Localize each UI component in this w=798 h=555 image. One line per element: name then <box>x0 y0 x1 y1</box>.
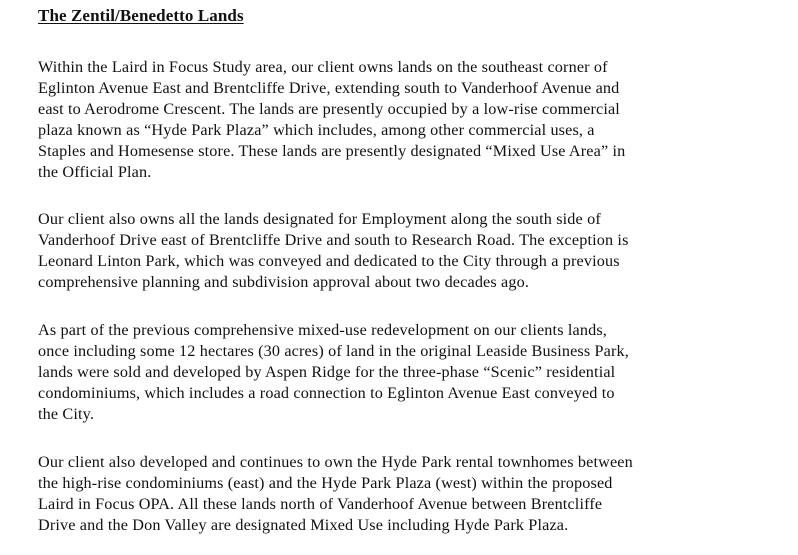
paragraph-line: once including some 12 hectares (30 acres) of land in the original Leaside Business Park, <box>38 342 629 360</box>
paragraph-line: Vanderhoof Drive east of Brentcliffe Drive and south to Research Road. The exception is <box>38 231 629 249</box>
paragraph-4 <box>38 452 778 536</box>
paragraph-line: Within the Laird in Focus Study area, our client owns lands on the southeast corner of <box>38 58 608 76</box>
paragraph-3 <box>38 320 778 425</box>
paragraph-line: Drive and the Don Valley are designated Mixed Use including Hyde Park Plaza. <box>38 516 569 534</box>
paragraph-line: the high-rise condominiums (east) and the Hyde Park Plaza (west) within the proposed <box>38 474 613 492</box>
paragraph-line: east to Aerodrome Crescent. The lands are presently occupied by a low-rise commercial <box>38 100 620 118</box>
paragraph-line: the City. <box>38 405 95 423</box>
paragraph-2 <box>38 209 778 293</box>
paragraph-line: Eglinton Avenue East and Brentcliffe Drive, extending south to Vanderhoof Avenue and <box>38 79 620 97</box>
paragraph-line: As part of the previous comprehensive mixed-use redevelopment on our clients lands, <box>38 321 607 339</box>
paragraph-line: comprehensive planning and subdivision approval about two decades ago. <box>38 273 530 291</box>
paragraph-line: Staples and Homesense store. These lands are presently designated “Mixed Use Area” in <box>38 142 626 160</box>
paragraph-1 <box>38 57 778 183</box>
paragraph-line: Leonard Linton Park, which was conveyed and dedicated to the City through a previous <box>38 252 620 270</box>
paragraph-line: condominiums, which includes a road connection to Eglinton Avenue East conveyed to <box>38 384 615 402</box>
section-title: The Zentil/Benedetto Lands <box>38 6 244 25</box>
paragraph-line: Our client also owns all the lands designated for Employment along the south side of <box>38 210 601 228</box>
paragraph-line: the Official Plan. <box>38 163 152 181</box>
paragraph-line: Laird in Focus OPA. All these lands north of Vanderhoof Avenue between Brentcliffe <box>38 495 603 513</box>
paragraph-line: Our client also developed and continues to own the Hyde Park rental townhomes between <box>38 453 633 471</box>
paragraph-line: lands were sold and developed by Aspen Ridge for the three-phase “Scenic” residential <box>38 363 616 381</box>
paragraph-line: plaza known as “Hyde Park Plaza” which includes, among other commercial uses, a <box>38 121 595 139</box>
